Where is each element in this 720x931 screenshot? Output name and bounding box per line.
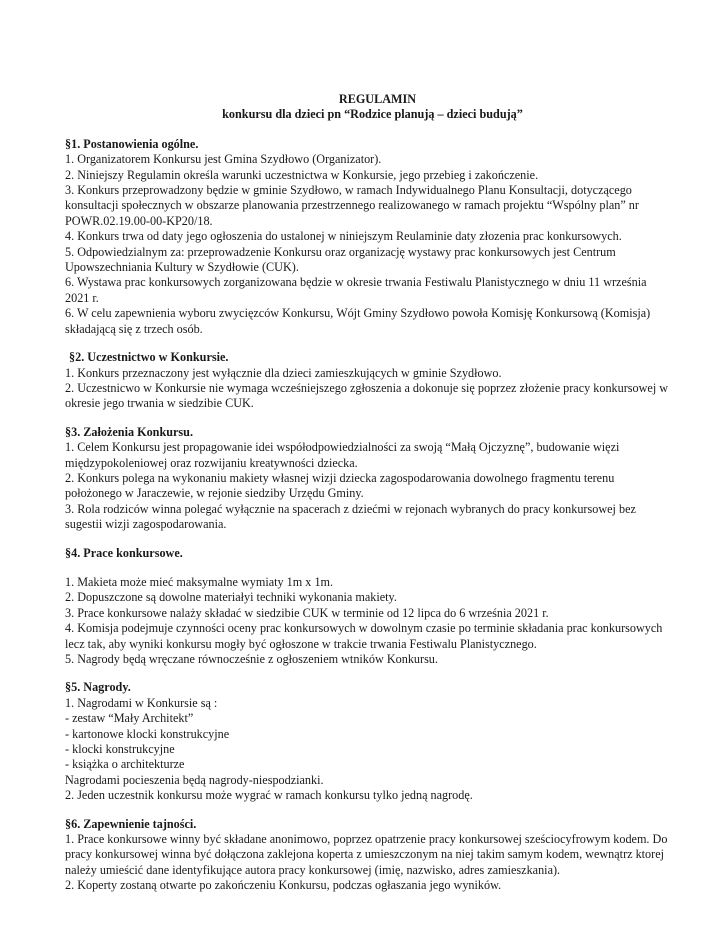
- section-item: 6. W celu zapewnienia wyboru zwycięzców Konkursu, Wójt Gminy Szydłowo powoła Komisję Konkursową (Komisja) składającą się z trzech osób.: [65, 306, 651, 336]
- section-item: 2. Niniejszy Regulamin określa warunki uczestnictwa w Konkursie, jego przebieg i zakończenie.: [65, 167, 539, 182]
- section-heading: §3. Założenia Konkursu.: [65, 424, 193, 439]
- section-heading: §4. Prace konkursowe.: [65, 545, 183, 560]
- section-4: [65, 546, 670, 668]
- section-item: 2. Jeden uczestnik konkursu może wygrać w ramach konkursu tylko jedną nagrodę.: [65, 788, 473, 803]
- section-item: 3. Konkurs przeprowadzony będzie w gminie Szydłowo, w ramach Indywidualnego Planu Konsultacji, dotyczącego konsultacji społecznych w obszarze planowania przestrzennego realizowanego w ramach projektu “Wspólny plan” nr POWR.02.19.00-00-KP20/18.: [65, 183, 639, 228]
- section-item: 6. Wystawa prac konkursowych zorganizowana będzie w okresie trwania Festiwalu Planistycznego w dniu 11 września 2021 r.: [65, 275, 647, 305]
- section-3: [65, 425, 670, 533]
- section-2: [65, 350, 670, 412]
- section-item: 1. Konkurs przeznaczony jest wyłącznie dla dzieci zamieszkujących w gminie Szydłowo.: [65, 365, 502, 380]
- title-block: [75, 92, 670, 123]
- section-item: 4. Konkurs trwa od daty jego ogłoszenia do ustalonej w niniejszym Reulaminie daty złozenia prac konkursowych.: [65, 229, 622, 244]
- section-item: 5. Odpowiedzialnym za: przeprowadzenie Konkursu oraz organizację wystawy prac konkursowych jest Centrum Upowszechniania Kultury w Szydłowie (CUK).: [65, 244, 616, 275]
- section-item: 1. Makieta może mieć maksymalne wymiaty 1m x 1m.: [65, 574, 334, 589]
- section-heading: §1. Postanowienia ogólne.: [65, 136, 199, 151]
- section-item: - klocki konstrukcyjne: [65, 742, 175, 757]
- section-item: 2. Dopuszczone są dowolne materiałyi techniki wykonania makiety.: [65, 590, 397, 605]
- section-item: 2. Uczestnicwo w Konkursie nie wymaga wcześniejszego zgłoszenia a dokonuje się poprzez złożenie pracy konkursowej w okresie jego trwania w siedzibie CUK.: [65, 380, 669, 411]
- section-item: 1. Celem Konkursu jest propagowanie idei współodpowiedzialności za swoją “Małą Ojczyznę”, budowanie więzi międzypokoleniowej oraz rozwijaniu kreatywności dziecka.: [65, 440, 620, 470]
- section-6: [65, 817, 670, 894]
- section-1: [65, 137, 670, 337]
- section-item: 1. Prace konkursowe winny być składane anonimowo, poprzez opatrzenie pracy konkursowej sześciocyfrowym kodem. Do pracy konkursowej winna być dołączona zaklejona koperta z umieszczonym na niej takim samym kodem, wewnątrz ktorej należy umieścić dane identyfikujące autora pracy konkursowej (imię, nazwisko, adres zamieszkania).: [65, 832, 668, 877]
- document-subtitle: konkursu dla dzieci pn “Rodzice planują – dzieci budują”: [222, 107, 523, 122]
- section-item: 2. Konkurs polega na wykonaniu makiety własnej wizji dziecka zagospodarowania dowolnego fragmentu terenu położonego w Jaraczewie, w rejonie siedziby Urzędu Gminy.: [65, 470, 615, 501]
- section-5: [65, 680, 670, 803]
- section-item: Nagrodami pocieszenia będą nagrody-niespodzianki.: [65, 772, 324, 787]
- section-item: 2. Koperty zostaną otwarte po zakończeniu Konkursu, podczas ogłaszania jego wyników.: [65, 878, 502, 893]
- section-item: 1. Organizatorem Konkursu jest Gmina Szydłowo (Organizator).: [65, 152, 382, 167]
- section-item: - zestaw “Mały Architekt”: [65, 711, 194, 726]
- section-item: 3. Prace konkursowe nalaży składać w siedzibie CUK w terminie od 12 lipca do 6 września 2021 r.: [65, 605, 549, 620]
- document-title: REGULAMIN: [338, 92, 417, 106]
- section-item: 5. Nagrody będą wręczane równocześnie z ogłoszeniem wtników Konkursu.: [65, 652, 438, 666]
- section-heading: §5. Nagrody.: [65, 680, 131, 695]
- section-item: - kartonowe klocki konstrukcyjne: [65, 726, 230, 741]
- section-item: - książka o architekturze: [65, 757, 185, 772]
- section-heading: §6. Zapewnienie tajności.: [65, 816, 197, 831]
- section-heading: §2. Uczestnictwo w Konkursie.: [69, 350, 229, 365]
- section-item: 3. Rola rodziców winna polegać wyłącznie na spacerach z dziećmi w rejonach wybranych do pracy konkursowej bez sugestii wizji zagospodarowania.: [65, 501, 636, 532]
- section-item: 1. Nagrodami w Konkursie są :: [65, 695, 218, 710]
- section-item: 4. Komisja podejmuje czynności oceny prac konkursowych w dowolnym czasie po terminie składania prac konkursowych lecz tak, aby wyniki konkursu mogły być ogłoszone w trakcie trwania Festiwalu Planistycznego.: [65, 621, 663, 651]
